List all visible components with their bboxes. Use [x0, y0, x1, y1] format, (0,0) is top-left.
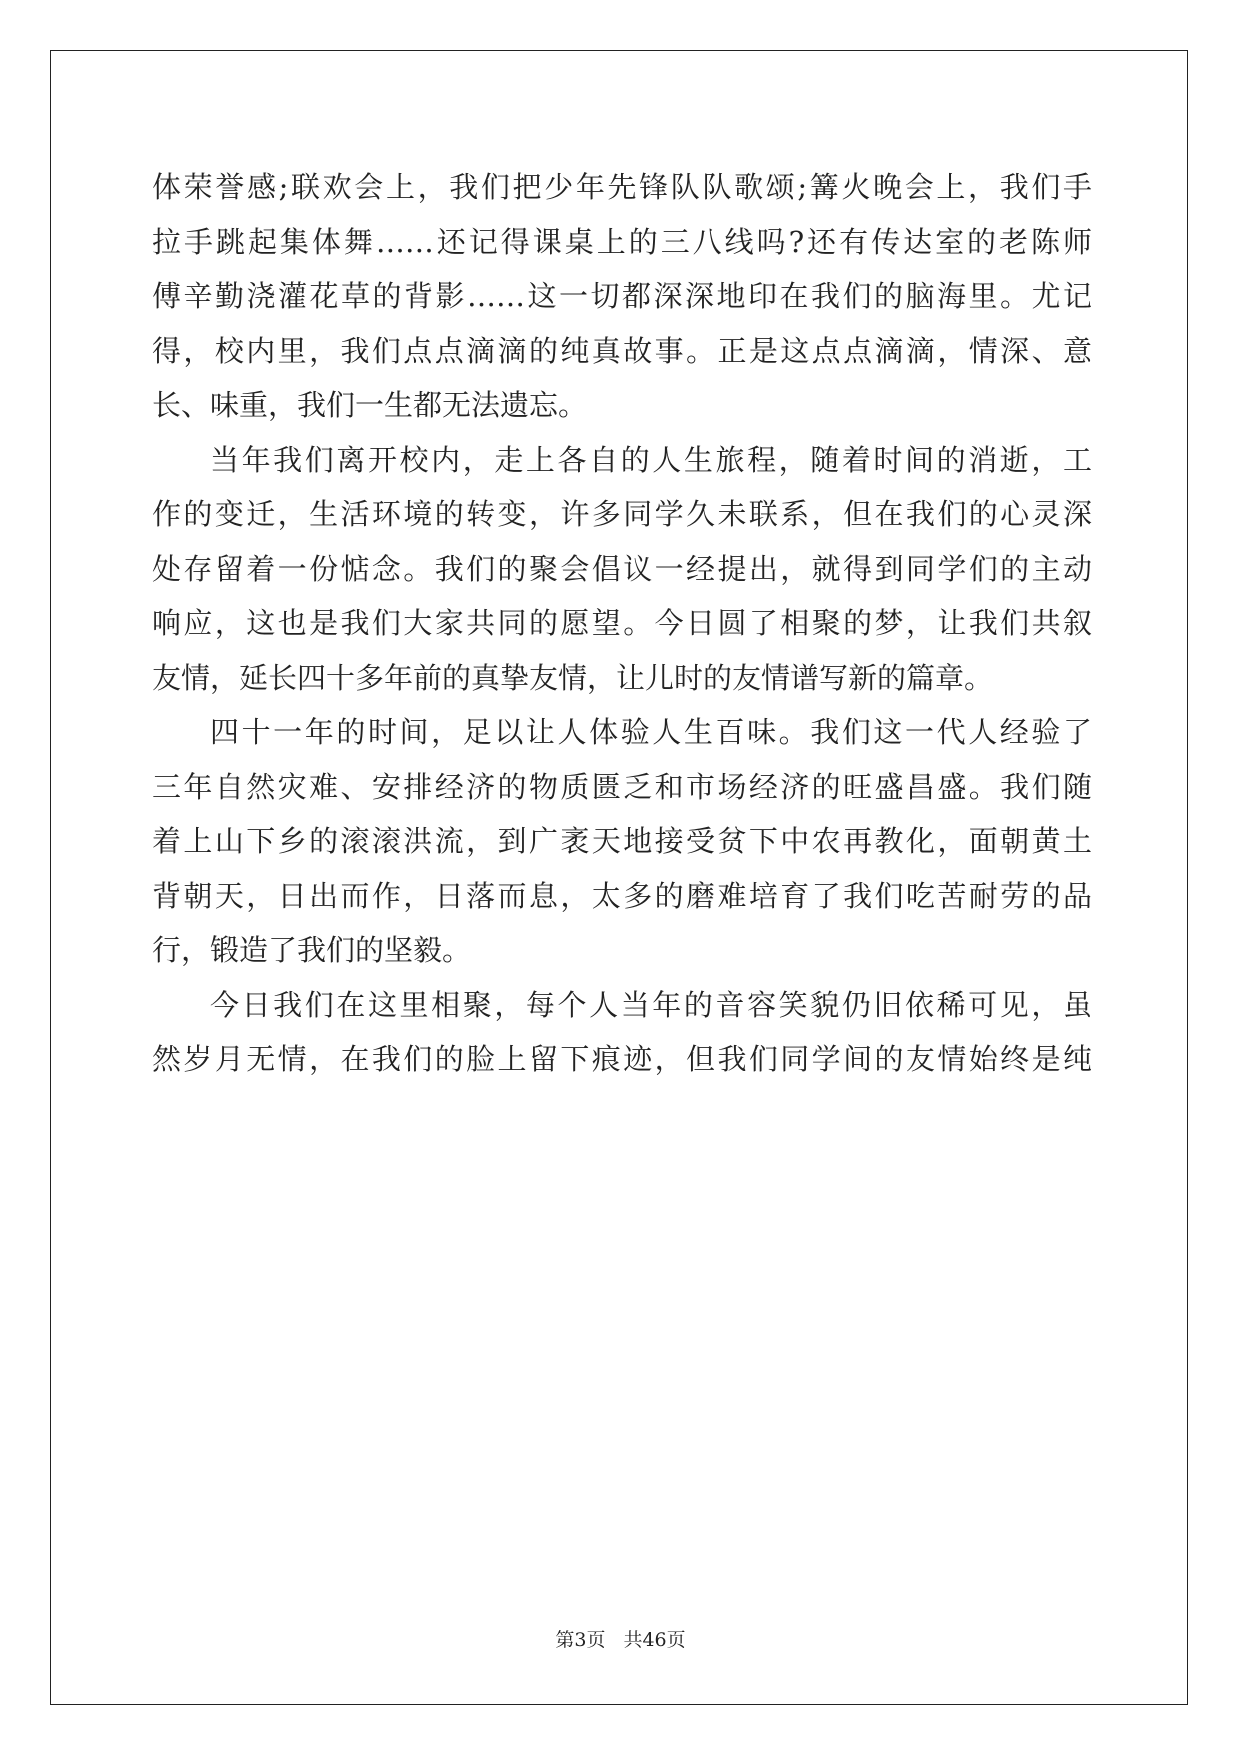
text-line: 今日我们在这里相聚，每个人当年的音容笑貌仍旧依稀可见，虽	[210, 987, 1092, 1022]
text-line: 傅辛勤浇灌花草的背影……这一切都深深地印在我们的脑海里。尤记	[152, 279, 1092, 313]
text-line: 行，锻造了我们的坚毅。	[152, 933, 472, 967]
text-line: 得，校内里，我们点点滴滴的纯真故事。正是这点点滴滴，情深、意	[152, 333, 1092, 368]
page-number: 第3页	[555, 1629, 606, 1651]
document-body	[152, 160, 1092, 1087]
text-line: 背朝天，日出而作，日落而息，太多的磨难培育了我们吃苦耐劳的品	[152, 878, 1092, 913]
text-line: 然岁月无情，在我们的脸上留下痕迹，但我们同学间的友情始终是纯	[152, 1042, 1092, 1076]
page-total: 共46页	[623, 1629, 686, 1651]
text-line: 四十一年的时间，足以让人体验人生百味。我们这一代人经验了	[210, 715, 1092, 749]
text-line: 体荣誉感;联欢会上，我们把少年先锋队队歌颂;篝火晚会上，我们手	[152, 170, 1092, 204]
page-footer	[0, 1625, 1241, 1652]
text-line: 友情，延长四十多年前的真挚友情，让儿时的友情谱写新的篇章。	[152, 660, 994, 695]
text-line: 长、味重，我们一生都无法遗忘。	[152, 388, 588, 422]
text-line: 处存留着一份惦念。我们的聚会倡议一经提出，就得到同学们的主动	[152, 551, 1092, 586]
text-line: 着上山下乡的滚滚洪流，到广袤天地接受贫下中农再教化，面朝黄土	[152, 824, 1092, 858]
text-line: 响应，这也是我们大家共同的愿望。今日圆了相聚的梦，让我们共叙	[152, 606, 1092, 640]
text-line: 当年我们离开校内，走上各自的人生旅程，随着时间的消逝，工	[210, 442, 1092, 477]
text-line: 作的变迁，生活环境的转变，许多同学久未联系，但在我们的心灵深	[152, 497, 1092, 531]
text-line: 拉手跳起集体舞……还记得课桌上的三八线吗?还有传达室的老陈师	[152, 224, 1092, 259]
text-line: 三年自然灾难、安排经济的物质匮乏和市场经济的旺盛昌盛。我们随	[152, 769, 1092, 804]
